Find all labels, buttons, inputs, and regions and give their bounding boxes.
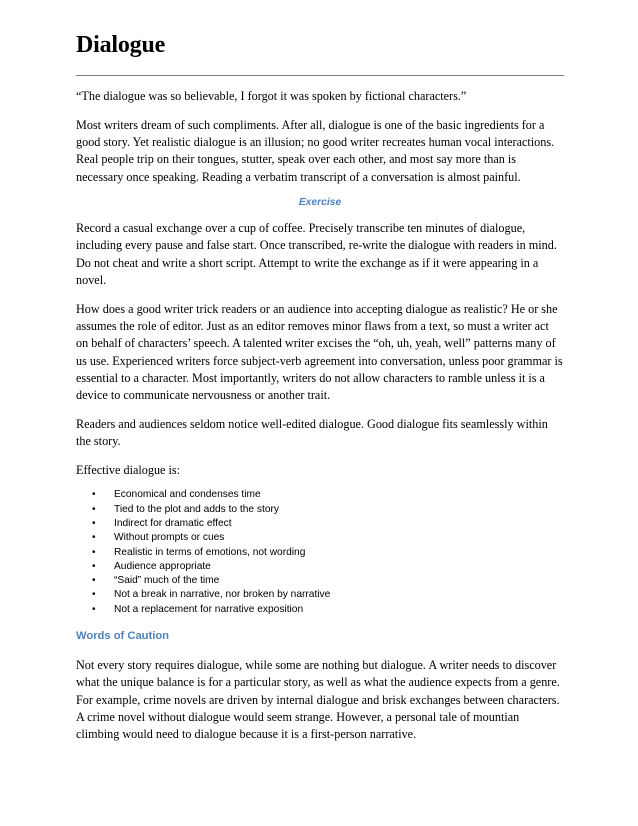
list-item [76, 503, 564, 517]
list-item-text: Audience appropriate [114, 560, 211, 572]
list-item [76, 546, 564, 560]
caution-heading: Words of Caution [76, 630, 170, 643]
bullet-icon: • [92, 560, 96, 572]
list-item [76, 560, 564, 574]
intro-paragraph: Most writers dream of such compliments. After all, dialogue is one of the basic ingredients for a good story. Yet realistic dialogue is an illusion; no good writer recreates human vocal interactions. Real people trip on their tongues, stutter, speak over each other, and most say more than is necessary once speaking. Reading a verbatim transcript of a conversation is almost painful. [76, 117, 555, 184]
list-item [76, 588, 564, 602]
document-page [76, 26, 564, 744]
list-item-text: Without prompts or cues [114, 532, 225, 544]
list-item [76, 517, 564, 531]
exercise-paragraph: Record a casual exchange over a cup of coffee. Precisely transcribe ten minutes of dialogue, including every pause and false start. Once transcribed, re-write the dialogue with readers in mind. Do not cheat and write a short script. Attempt to write the exchange as if it were appearing in a novel. [76, 220, 557, 287]
exercise-heading: Exercise [298, 196, 342, 208]
list-item [76, 603, 564, 617]
bullet-icon: • [92, 546, 96, 558]
effective-intro: Effective dialogue is: [76, 463, 181, 478]
effective-dialogue-list [76, 488, 564, 617]
bullet-icon: • [92, 503, 96, 515]
page-title: Dialogue [76, 32, 166, 58]
editor-paragraph: How does a good writer trick readers or an audience into accepting dialogue as realistic? He or she assumes the role of editor. Just as an editor removes minor flaws from a text, so must a writer act on behalf of characters’ speech. A talented writer excises the “oh, uh, yeah, well” patterns many of us use. Experienced writers force subject-verb agreement into conversation, unless poor grammar is essential to a character. Most importantly, writers do not allow characters to ramble unless it is a device to communicate nervousness or another trait. [76, 301, 563, 403]
list-item-text: Not a replacement for narrative exposition [114, 603, 304, 615]
bullet-icon: • [92, 489, 96, 501]
bullet-icon: • [92, 532, 96, 544]
list-item-text: Not a break in narrative, nor broken by narrative [114, 589, 331, 601]
list-item-text: Economical and condenses time [114, 489, 261, 501]
list-item-text: “Said” much of the time [114, 575, 220, 587]
list-item [76, 488, 564, 502]
list-item-text: Realistic in terms of emotions, not wording [114, 546, 306, 558]
title-divider [76, 75, 564, 76]
list-item [76, 531, 564, 545]
caution-paragraph: Not every story requires dialogue, while some are nothing but dialogue. A writer needs to discover what the unique balance is for a particular story, as well as what the audience expects from a genre. For example, crime novels are driven by internal dialogue and brisk exchanges between characters. A crime novel without dialogue would seem strange. However, a personal tale of mountian climbing would need to dialogue because it is a first-person narrative. [76, 658, 560, 742]
bullet-icon: • [92, 603, 96, 615]
list-item-text: Indirect for dramatic effect [114, 517, 232, 529]
bullet-icon: • [92, 575, 96, 587]
list-item-text: Tied to the plot and adds to the story [114, 503, 279, 515]
audience-paragraph: Readers and audiences seldom notice well-edited dialogue. Good dialogue fits seamlessly within the story. [76, 416, 548, 449]
list-item [76, 574, 564, 588]
bullet-icon: • [92, 517, 96, 529]
bullet-icon: • [92, 589, 96, 601]
opening-quote: “The dialogue was so believable, I forgot it was spoken by fictional characters.” [76, 89, 467, 103]
